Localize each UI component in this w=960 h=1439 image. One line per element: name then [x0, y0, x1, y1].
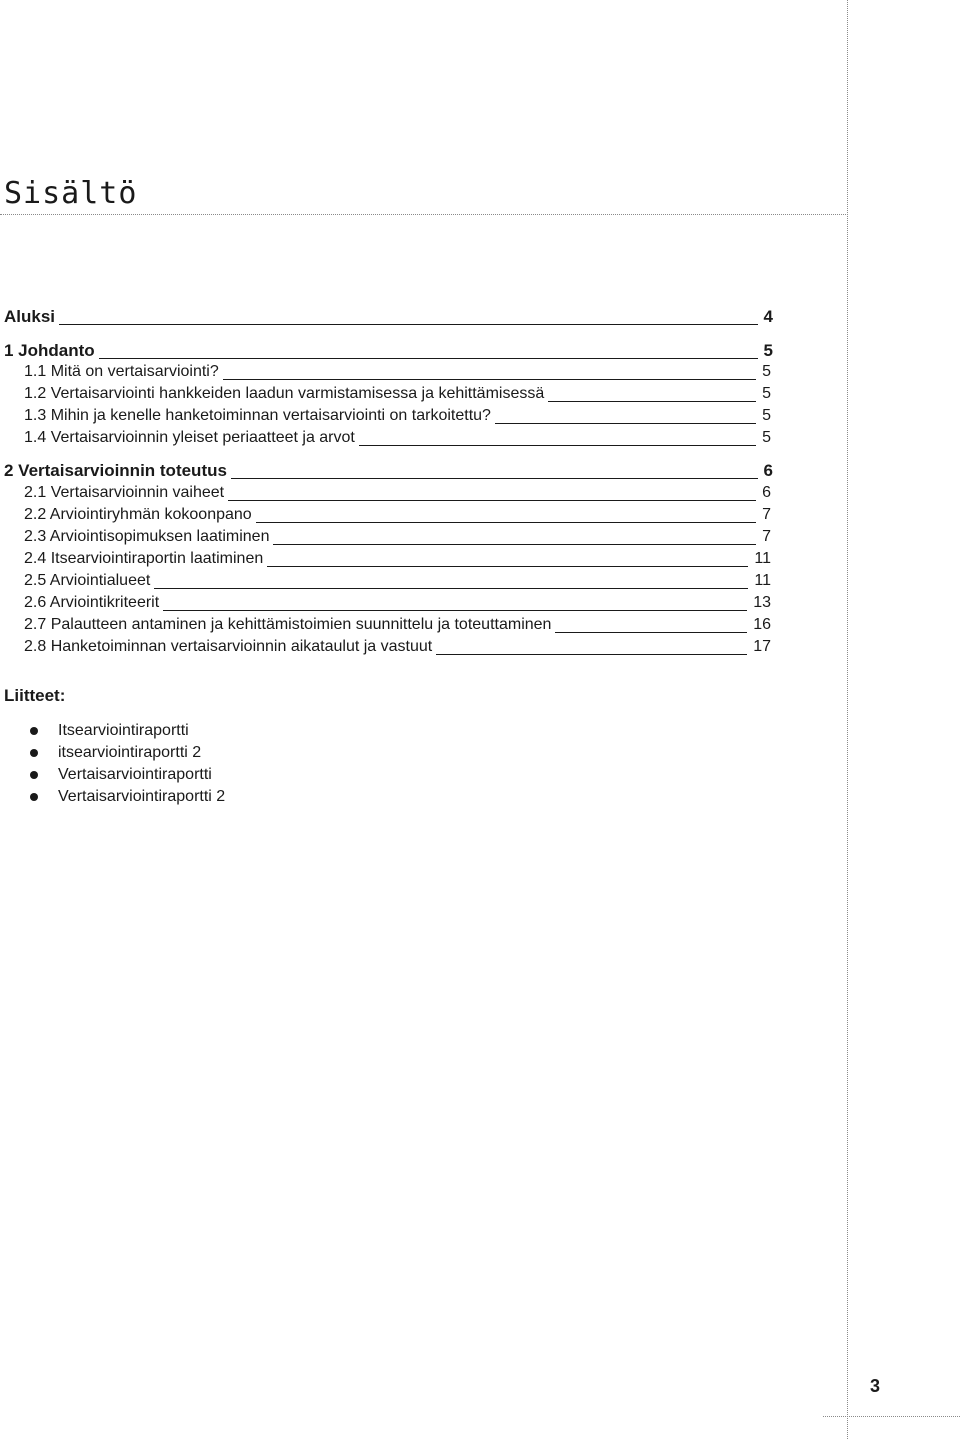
- toc-label: 1.4 Vertaisarvioinnin yleiset periaatteet ja arvot: [24, 429, 355, 446]
- toc-page-number: 6: [762, 484, 771, 501]
- toc-label: 2.4 Itsearviointiraportin laatiminen: [24, 550, 264, 567]
- toc-entry-2-1[interactable]: [24, 480, 771, 502]
- toc-page-number: 13: [753, 594, 771, 611]
- toc-entry-2-2[interactable]: [24, 502, 771, 524]
- toc-entry-1-4[interactable]: [24, 425, 771, 447]
- toc-page-number: 17: [753, 638, 771, 655]
- attachment-label: Vertaisarviointiraportti 2: [58, 788, 226, 805]
- attachment-item[interactable]: [0, 786, 225, 808]
- toc-leader-line: [555, 632, 747, 633]
- attachment-label: Vertaisarviointiraportti: [58, 766, 212, 783]
- attachments-heading: Liitteet:: [4, 686, 66, 705]
- toc-label: 1 Johdanto: [4, 341, 95, 360]
- toc-label: 2.6 Arviointikriteerit: [24, 594, 160, 611]
- toc-label: 2.1 Vertaisarvioinnin vaiheet: [24, 484, 225, 501]
- toc-label: Aluksi: [4, 307, 56, 326]
- bullet-icon: [30, 749, 38, 757]
- toc-entry-1[interactable]: [4, 338, 773, 360]
- toc-page-number: 11: [754, 550, 771, 567]
- attachment-label: itsearviointiraportti 2: [58, 744, 202, 761]
- toc-entry-2-7[interactable]: [24, 612, 771, 634]
- toc-page-number: 7: [762, 528, 771, 545]
- toc-entry-aluksi[interactable]: [4, 304, 773, 326]
- toc-entry-2[interactable]: [4, 458, 773, 480]
- footer-dotted-rule: [823, 1416, 960, 1417]
- toc-entry-2-5[interactable]: [24, 568, 771, 590]
- attachment-item[interactable]: [0, 720, 225, 742]
- toc-page-number: 5: [762, 363, 771, 380]
- toc-label: 2 Vertaisarvioinnin toteutus: [4, 461, 227, 480]
- toc-entry-1-2[interactable]: [24, 381, 771, 403]
- toc-entry-2-6[interactable]: [24, 590, 771, 612]
- toc-label: 1.3 Mihin ja kenelle hanketoiminnan vertaisarviointi on tarkoitettu?: [24, 407, 491, 424]
- toc-page-number: 5: [762, 385, 771, 402]
- toc-leader-line: [359, 445, 756, 446]
- toc-entry-2-4[interactable]: [24, 546, 771, 568]
- page-title: Sisältö: [4, 176, 138, 211]
- toc-label: 2.5 Arviointialueet: [24, 572, 151, 589]
- toc-leader-line: [231, 478, 758, 479]
- toc-page-number: 5: [762, 429, 771, 446]
- title-dotted-rule: [0, 214, 846, 215]
- toc-leader-line: [267, 566, 748, 567]
- bullet-icon: [30, 771, 38, 779]
- toc-entry-1-1[interactable]: [24, 359, 771, 381]
- toc-leader-line: [223, 379, 756, 380]
- toc-leader-line: [548, 401, 756, 402]
- toc-page-number: 11: [754, 572, 771, 589]
- toc-leader-line: [154, 588, 748, 589]
- toc-leader-line: [163, 610, 747, 611]
- attachment-item[interactable]: [0, 764, 225, 786]
- toc-label: 2.3 Arviointisopimuksen laatiminen: [24, 528, 270, 545]
- toc-page-number: 4: [763, 307, 773, 326]
- toc-page-number: 5: [763, 341, 773, 360]
- toc-label: 2.7 Palautteen antaminen ja kehittämistoimien suunnittelu ja toteuttaminen: [24, 616, 552, 633]
- margin-dotted-rule: [847, 0, 848, 1439]
- toc-page-number: 5: [762, 407, 771, 424]
- bullet-icon: [30, 727, 38, 735]
- toc-entry-2-3[interactable]: [24, 524, 771, 546]
- bullet-icon: [30, 793, 38, 801]
- toc-leader-line: [436, 654, 747, 655]
- toc-entry-1-3[interactable]: [24, 403, 771, 425]
- toc-leader-line: [495, 423, 756, 424]
- toc-leader-line: [228, 500, 756, 501]
- attachment-label: Itsearviointiraportti: [58, 722, 189, 739]
- toc-leader-line: [59, 324, 758, 325]
- toc-leader-line: [273, 544, 756, 545]
- toc-label: 2.2 Arviointiryhmän kokoonpano: [24, 506, 252, 523]
- attachments-list: [0, 720, 225, 808]
- toc-page-number: 7: [762, 506, 771, 523]
- toc-page-number: 6: [763, 461, 773, 480]
- attachment-item[interactable]: [0, 742, 225, 764]
- toc-label: 1.2 Vertaisarviointi hankkeiden laadun varmistamisessa ja kehittämisessä: [24, 385, 545, 402]
- toc-entry-2-8[interactable]: [24, 634, 771, 656]
- toc-page-number: 16: [753, 616, 771, 633]
- toc-leader-line: [256, 522, 756, 523]
- toc-label: 1.1 Mitä on vertaisarviointi?: [24, 363, 219, 380]
- page-number: 3: [870, 1376, 881, 1396]
- toc-label: 2.8 Hanketoiminnan vertaisarvioinnin aikataulut ja vastuut: [24, 638, 433, 655]
